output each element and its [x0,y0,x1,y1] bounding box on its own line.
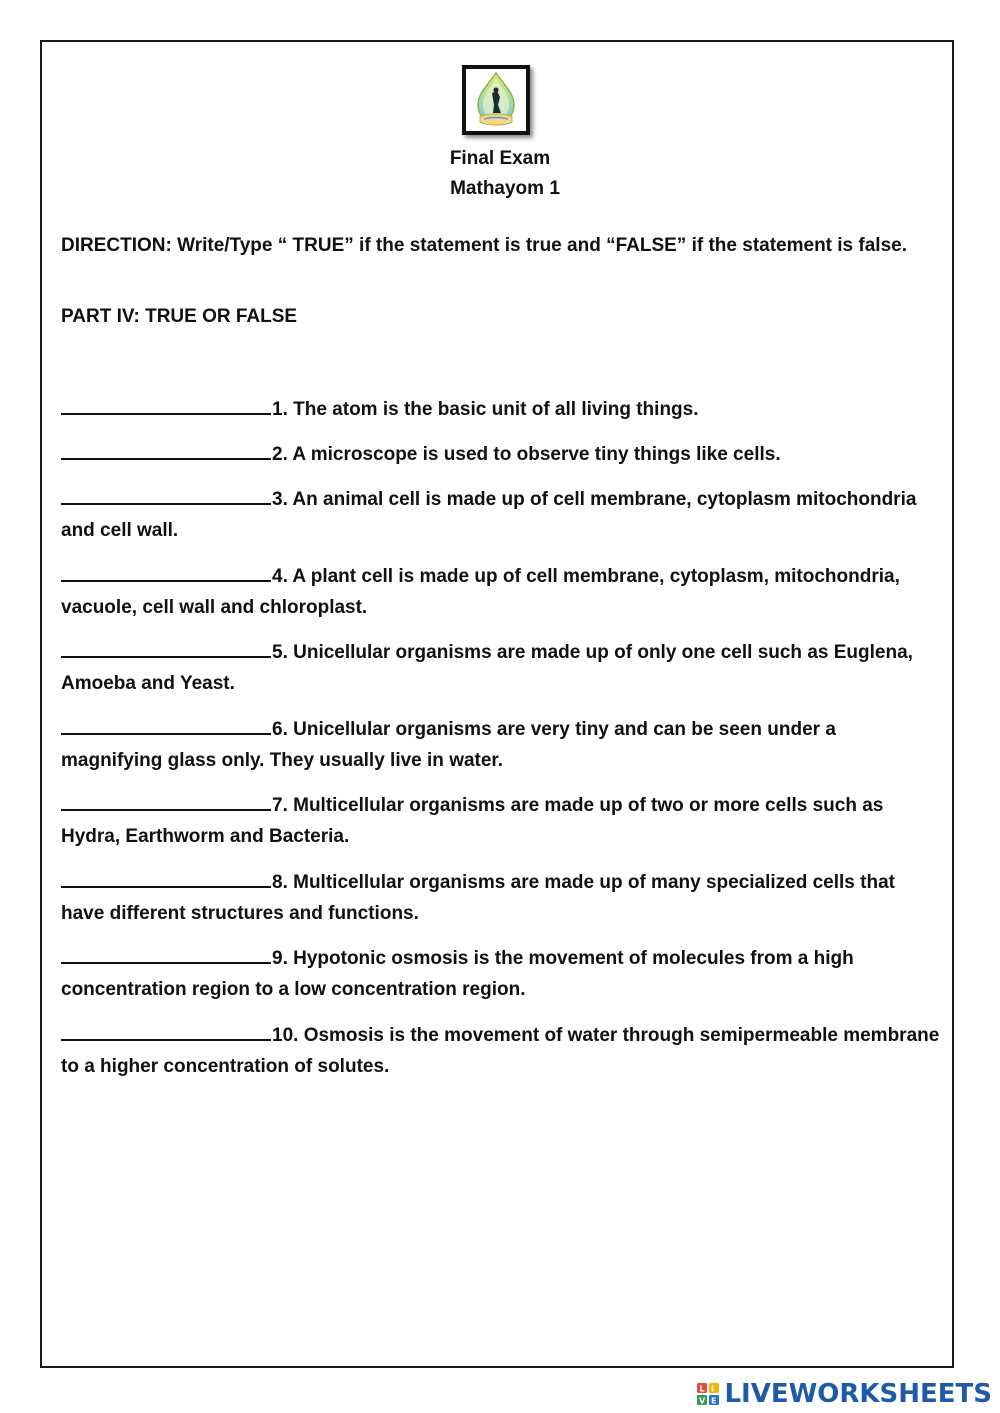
answer-blank-6[interactable] [61,713,271,735]
part-title: PART IV: TRUE OR FALSE [61,306,298,327]
answer-blank-7[interactable] [61,789,271,811]
question-text: 7. Multicellular organisms are made up of two or more cells such as Hydra, Earthworm and Bacteria. [61,795,884,847]
question-10 [61,1019,941,1082]
question-4 [61,560,941,623]
question-9 [61,942,941,1005]
liveworksheets-logo-icon [696,1382,720,1406]
question-text: 2. A microscope is used to observe tiny things like cells. [272,444,781,465]
direction-text: DIRECTION: Write/Type “ TRUE” if the statement is true and “FALSE” if the statement is false. [61,235,907,256]
question-1 [61,393,941,425]
question-text: 10. Osmosis is the movement of water through semipermeable membrane to a higher concentration of solutes. [61,1024,940,1077]
question-6 [61,713,941,776]
liveworksheets-brand[interactable] [696,1379,992,1409]
question-3 [61,483,941,546]
exam-level: Mathayom 1 [450,178,560,199]
question-7 [61,789,941,852]
exam-title: Final Exam [449,148,551,169]
question-list [61,393,941,1095]
svg-text:E: E [711,1396,717,1406]
answer-blank-8[interactable] [61,866,271,888]
answer-blank-3[interactable] [61,483,271,505]
question-text: 8. Multicellular organisms are made up of many specialized cells that have different structures and functions. [61,871,895,924]
answer-blank-4[interactable] [61,560,271,582]
answer-blank-1[interactable] [61,393,271,415]
answer-blank-2[interactable] [61,438,271,460]
question-text: 6. Unicellular organisms are very tiny and can be seen under a magnifying glass only. They usually live in water. [61,718,836,771]
question-8 [61,866,941,929]
answer-blank-10[interactable] [61,1019,271,1041]
svg-text:L: L [699,1384,706,1394]
brand-name: LIVEWORKSHEETS [724,1379,992,1409]
question-2 [61,438,941,470]
school-emblem-icon [462,65,530,135]
question-text: 9. Hypotonic osmosis is the movement of molecules from a high concentration region to a low concentration region. [61,948,854,1000]
question-text: 4. A plant cell is made up of cell membrane, cytoplasm, mitochondria, vacuole, cell wall and chloroplast. [61,565,900,618]
svg-text:I: I [711,1384,715,1394]
answer-blank-5[interactable] [61,636,271,658]
answer-blank-9[interactable] [61,942,271,964]
question-5 [61,636,941,699]
question-text: 1. The atom is the basic unit of all living things. [272,399,699,420]
question-text: 3. An animal cell is made up of cell membrane, cytoplasm mitochondria and cell wall. [61,489,917,541]
question-text: 5. Unicellular organisms are made up of only one cell such as Euglena, Amoeba and Yeast. [61,642,913,694]
svg-text:V: V [699,1396,706,1406]
